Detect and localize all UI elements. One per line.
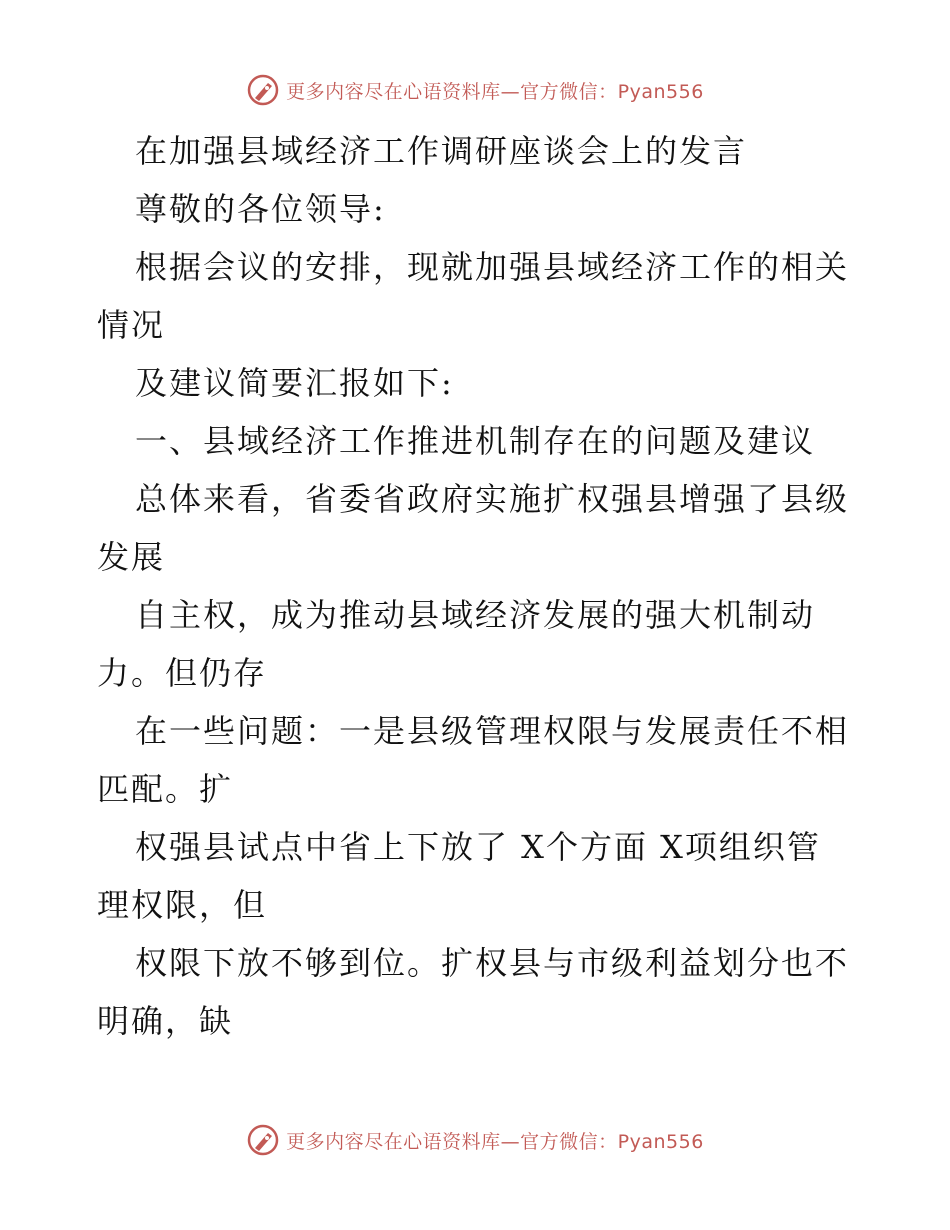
document-line: 发展 [97, 538, 166, 576]
document-line: 尊敬的各位领导: [135, 190, 386, 228]
document-line: 权限下放不够到位。扩权县与市级利益划分也不 [135, 944, 850, 982]
pen-nib-logo-icon [246, 1123, 280, 1157]
document-line: 一、县域经济工作推进机制存在的问题及建议 [135, 422, 816, 460]
document-line: 自主权，成为推动县域经济发展的强大机制动 [135, 596, 816, 634]
document-line: 力。但仍存 [97, 654, 268, 692]
watermark-text: 更多内容尽在心语资料库—官方微信：Pyan556 [286, 1130, 704, 1153]
document-line: 在一些问题：一是县级管理权限与发展责任不相 [135, 712, 850, 750]
document-line: 及建议简要汇报如下: [135, 364, 454, 402]
document-line: 根据会议的安排，现就加强县域经济工作的相关 [135, 248, 850, 286]
footer-watermark-banner [0, 1120, 950, 1160]
document-line: 明确，缺 [97, 1002, 234, 1040]
document-line: 情况 [97, 306, 166, 344]
header-watermark-banner [0, 70, 950, 110]
document-line: 在加强县域经济工作调研座谈会上的发言 [135, 132, 748, 170]
document-line: 理权限，但 [97, 886, 268, 924]
pen-nib-logo-icon [246, 73, 280, 107]
document-line: 权强县试点中省上下放了 X个方面 X项组织管 [135, 828, 821, 866]
watermark-text: 更多内容尽在心语资料库—官方微信：Pyan556 [286, 80, 704, 103]
document-line: 匹配。扩 [97, 770, 234, 808]
document-body [97, 122, 857, 1050]
document-line: 总体来看，省委省政府实施扩权强县增强了县级 [135, 480, 850, 518]
